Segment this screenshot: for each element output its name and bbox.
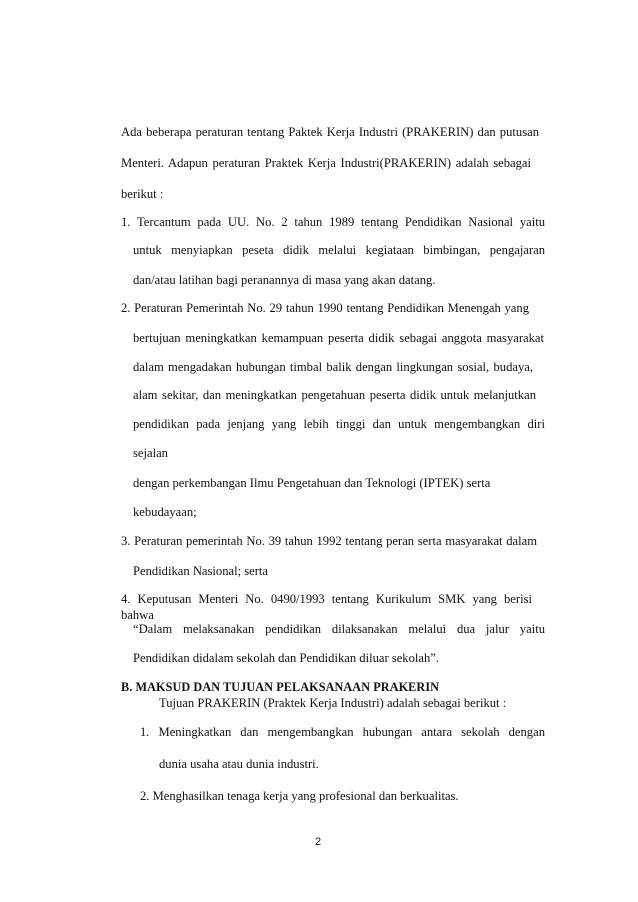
list-item-line: 4. Keputusan Menteri No. 0490/1993 tentang Kurikulum SMK yang berisi bahwa <box>121 592 532 622</box>
list-item-line: alam sekitar, dan meningkatkan pengetahuan peserta didik untuk melanjutkan <box>133 388 536 402</box>
text-line: berikut : <box>121 187 164 201</box>
list-item-line: untuk menyiapkan peseta didik melalui kegiataan bimbingan, pengajaran <box>133 243 545 257</box>
list-item-line: 1. Meningkatkan dan mengembangkan hubungan antara sekolah dengan <box>140 725 545 739</box>
text-line: Menteri. Adapun peraturan Praktek Kerja Industri(PRAKERIN) adalah sebagai <box>121 156 531 170</box>
list-item-line: pendidikan pada jenjang yang lebih tinggi dan untuk mengembangkan diri <box>133 417 545 431</box>
list-item-line: dalam mengadakan hubungan timbal balik dengan lingkungan sosial, budaya, <box>133 360 533 374</box>
list-item-line: dengan perkembangan Ilmu Pengetahuan dan Teknologi (IPTEK) serta <box>133 476 491 490</box>
list-item-line: bertujuan meningkatkan kemampuan peserta didik sebagai anggota masyarakat <box>133 331 544 345</box>
page-number: 2 <box>315 836 322 848</box>
list-item-line: 3. Peraturan pemerintah No. 39 tahun 1992 tentang peran serta masyarakat dalam <box>121 534 537 548</box>
text-line: Ada beberapa peraturan tentang Paktek Kerja Industri (PRAKERIN) dan putusan <box>121 125 539 139</box>
section-heading: B. MAKSUD DAN TUJUAN PELAKSANAAN PRAKERIN <box>121 680 440 694</box>
list-item-line: “Dalam melaksanakan pendidikan dilaksanakan melalui dua jalur yaitu <box>133 622 545 636</box>
list-item-line: 1. Tercantum pada UU. No. 2 tahun 1989 tentang Pendidikan Nasional yaitu <box>121 215 545 229</box>
list-item-line: sejalan <box>133 446 168 460</box>
list-item-line: Pendidikan Nasional; serta <box>133 564 269 578</box>
list-item-line: dan/atau latihan bagi peranannya di masa yang akan datang. <box>133 273 436 287</box>
list-item-line: 2. Peraturan Pemerintah No. 29 tahun 1990 tentang Pendidikan Menengah yang <box>121 301 529 315</box>
list-item-line: Pendidikan didalam sekolah dan Pendidikan diluar sekolah”. <box>133 651 440 665</box>
section-intro: Tujuan PRAKERIN (Praktek Kerja Industri) adalah sebagai berikut : <box>159 696 507 710</box>
list-item-line: kebudayaan; <box>133 505 197 519</box>
list-item-line: dunia usaha atau dunia industri. <box>159 757 319 771</box>
list-item-line: 2. Menghasilkan tenaga kerja yang profesional dan berkualitas. <box>140 789 459 803</box>
